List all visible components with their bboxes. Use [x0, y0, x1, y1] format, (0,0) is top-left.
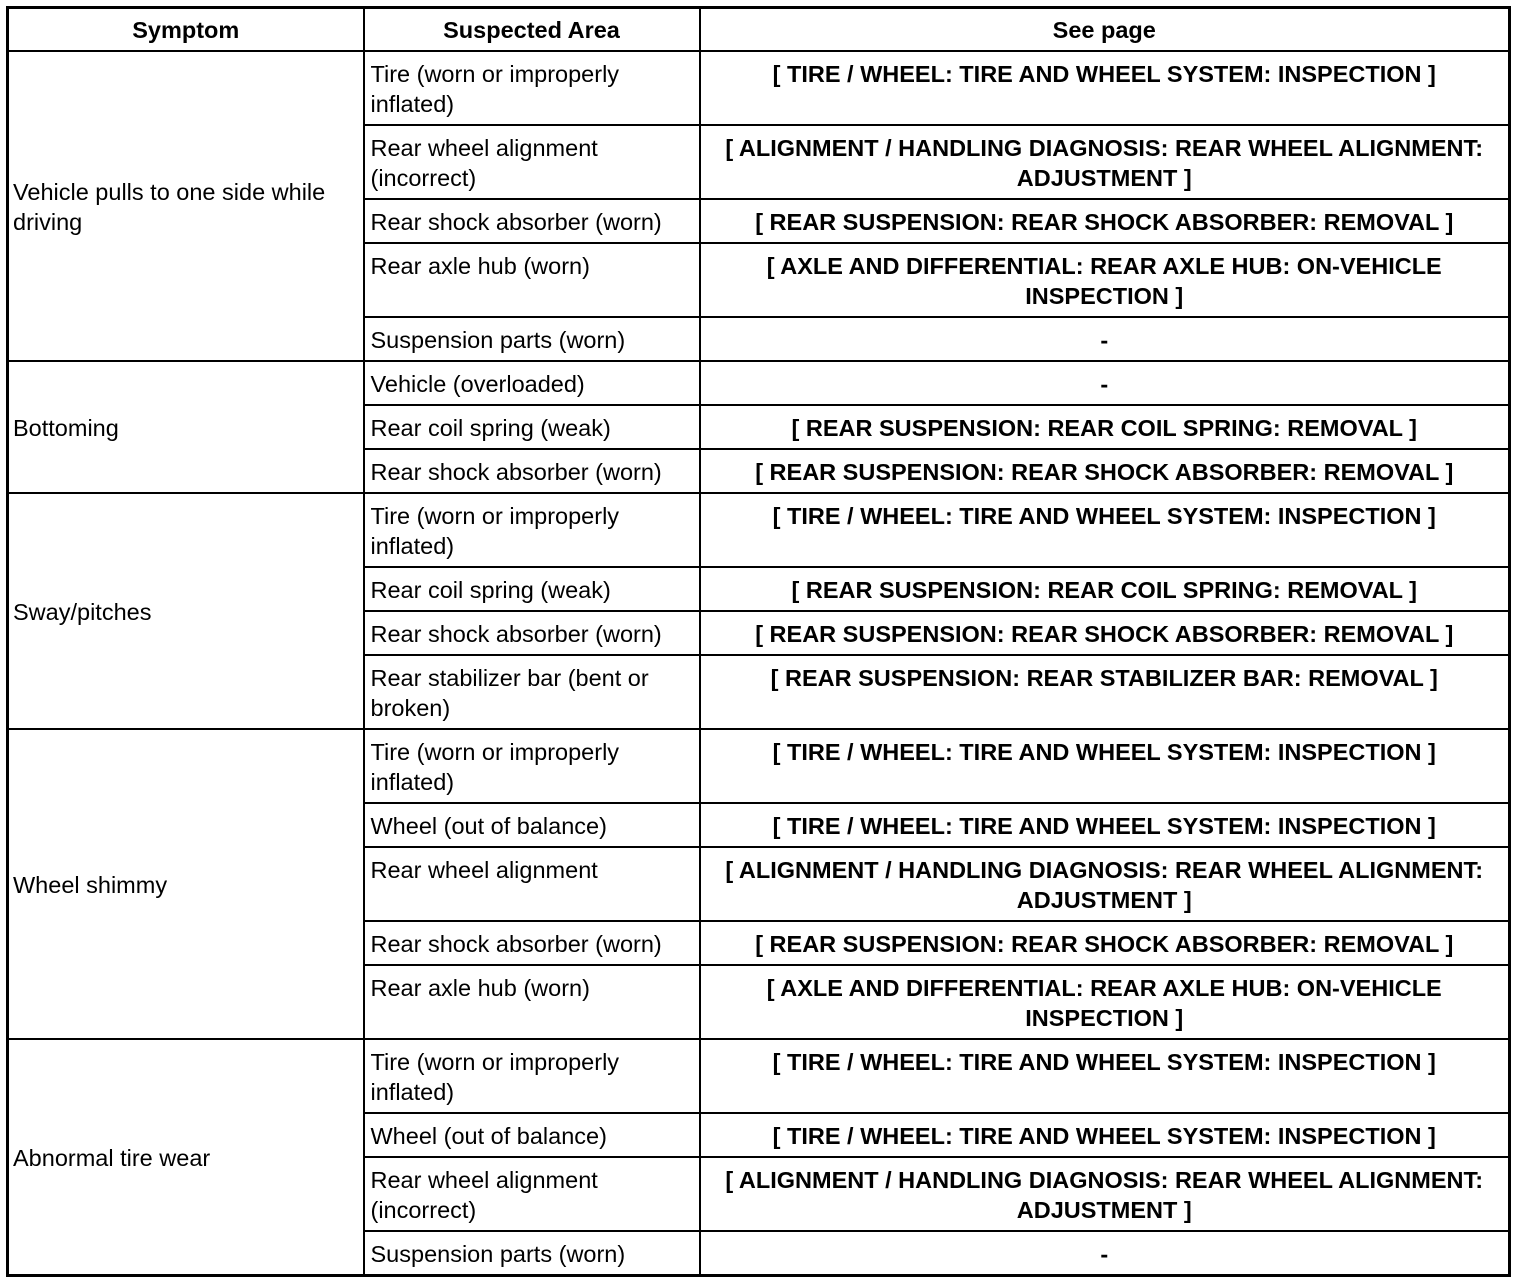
see-page-cell: [ TIRE / WHEEL: TIRE AND WHEEL SYSTEM: INSPECTION ]: [700, 1039, 1510, 1113]
suspected-area-cell: Rear coil spring (weak): [364, 567, 700, 611]
suspected-area-cell: Suspension parts (worn): [364, 1231, 700, 1276]
table-row: [8, 361, 1510, 405]
suspected-area-cell: Tire (worn or improperly inflated): [364, 729, 700, 803]
see-page-cell: [ TIRE / WHEEL: TIRE AND WHEEL SYSTEM: INSPECTION ]: [700, 803, 1510, 847]
suspected-area-cell: Rear wheel alignment: [364, 847, 700, 921]
see-page-cell: [ REAR SUSPENSION: REAR SHOCK ABSORBER: REMOVAL ]: [700, 921, 1510, 965]
suspected-area-cell: Wheel (out of balance): [364, 1113, 700, 1157]
see-page-cell: [ REAR SUSPENSION: REAR SHOCK ABSORBER: REMOVAL ]: [700, 611, 1510, 655]
see-page-cell: -: [700, 317, 1510, 361]
see-page-cell: [ REAR SUSPENSION: REAR SHOCK ABSORBER: REMOVAL ]: [700, 199, 1510, 243]
see-page-cell: [ REAR SUSPENSION: REAR COIL SPRING: REMOVAL ]: [700, 405, 1510, 449]
symptom-cell: Abnormal tire wear: [8, 1039, 364, 1276]
see-page-cell: [ TIRE / WHEEL: TIRE AND WHEEL SYSTEM: INSPECTION ]: [700, 493, 1510, 567]
suspected-area-cell: Tire (worn or improperly inflated): [364, 493, 700, 567]
table-row: [8, 729, 1510, 803]
see-page-cell: -: [700, 1231, 1510, 1276]
suspected-area-cell: Rear axle hub (worn): [364, 965, 700, 1039]
see-page-cell: [ TIRE / WHEEL: TIRE AND WHEEL SYSTEM: INSPECTION ]: [700, 51, 1510, 125]
diagnosis-table: [6, 6, 1511, 1277]
suspected-area-cell: Rear shock absorber (worn): [364, 449, 700, 493]
see-page-cell: [ ALIGNMENT / HANDLING DIAGNOSIS: REAR WHEEL ALIGNMENT: ADJUSTMENT ]: [700, 847, 1510, 921]
header-symptom: Symptom: [8, 8, 364, 52]
table-row: [8, 1039, 1510, 1113]
suspected-area-cell: Rear shock absorber (worn): [364, 921, 700, 965]
symptom-cell: Wheel shimmy: [8, 729, 364, 1039]
symptom-cell: Vehicle pulls to one side while driving: [8, 51, 364, 361]
suspected-area-cell: Wheel (out of balance): [364, 803, 700, 847]
table-header: [8, 8, 1510, 52]
suspected-area-cell: Rear axle hub (worn): [364, 243, 700, 317]
see-page-cell: [ ALIGNMENT / HANDLING DIAGNOSIS: REAR WHEEL ALIGNMENT: ADJUSTMENT ]: [700, 1157, 1510, 1231]
see-page-cell: [ TIRE / WHEEL: TIRE AND WHEEL SYSTEM: INSPECTION ]: [700, 1113, 1510, 1157]
symptom-cell: Bottoming: [8, 361, 364, 493]
suspected-area-cell: Rear stabilizer bar (bent or broken): [364, 655, 700, 729]
suspected-area-cell: Rear shock absorber (worn): [364, 611, 700, 655]
suspected-area-cell: Tire (worn or improperly inflated): [364, 1039, 700, 1113]
see-page-cell: [ AXLE AND DIFFERENTIAL: REAR AXLE HUB: ON-VEHICLE INSPECTION ]: [700, 243, 1510, 317]
suspected-area-cell: Vehicle (overloaded): [364, 361, 700, 405]
table-row: [8, 493, 1510, 567]
header-see-page: See page: [700, 8, 1510, 52]
suspected-area-cell: Rear wheel alignment (incorrect): [364, 125, 700, 199]
see-page-cell: -: [700, 361, 1510, 405]
see-page-cell: [ REAR SUSPENSION: REAR STABILIZER BAR: REMOVAL ]: [700, 655, 1510, 729]
suspected-area-cell: Rear coil spring (weak): [364, 405, 700, 449]
header-row: [8, 8, 1510, 52]
suspected-area-cell: Rear shock absorber (worn): [364, 199, 700, 243]
table-body: [8, 51, 1510, 1276]
suspected-area-cell: Rear wheel alignment (incorrect): [364, 1157, 700, 1231]
header-suspected-area: Suspected Area: [364, 8, 700, 52]
see-page-cell: [ REAR SUSPENSION: REAR COIL SPRING: REMOVAL ]: [700, 567, 1510, 611]
see-page-cell: [ TIRE / WHEEL: TIRE AND WHEEL SYSTEM: INSPECTION ]: [700, 729, 1510, 803]
see-page-cell: [ AXLE AND DIFFERENTIAL: REAR AXLE HUB: ON-VEHICLE INSPECTION ]: [700, 965, 1510, 1039]
table-row: [8, 51, 1510, 125]
suspected-area-cell: Suspension parts (worn): [364, 317, 700, 361]
suspected-area-cell: Tire (worn or improperly inflated): [364, 51, 700, 125]
see-page-cell: [ REAR SUSPENSION: REAR SHOCK ABSORBER: REMOVAL ]: [700, 449, 1510, 493]
see-page-cell: [ ALIGNMENT / HANDLING DIAGNOSIS: REAR WHEEL ALIGNMENT: ADJUSTMENT ]: [700, 125, 1510, 199]
symptom-cell: Sway/pitches: [8, 493, 364, 729]
